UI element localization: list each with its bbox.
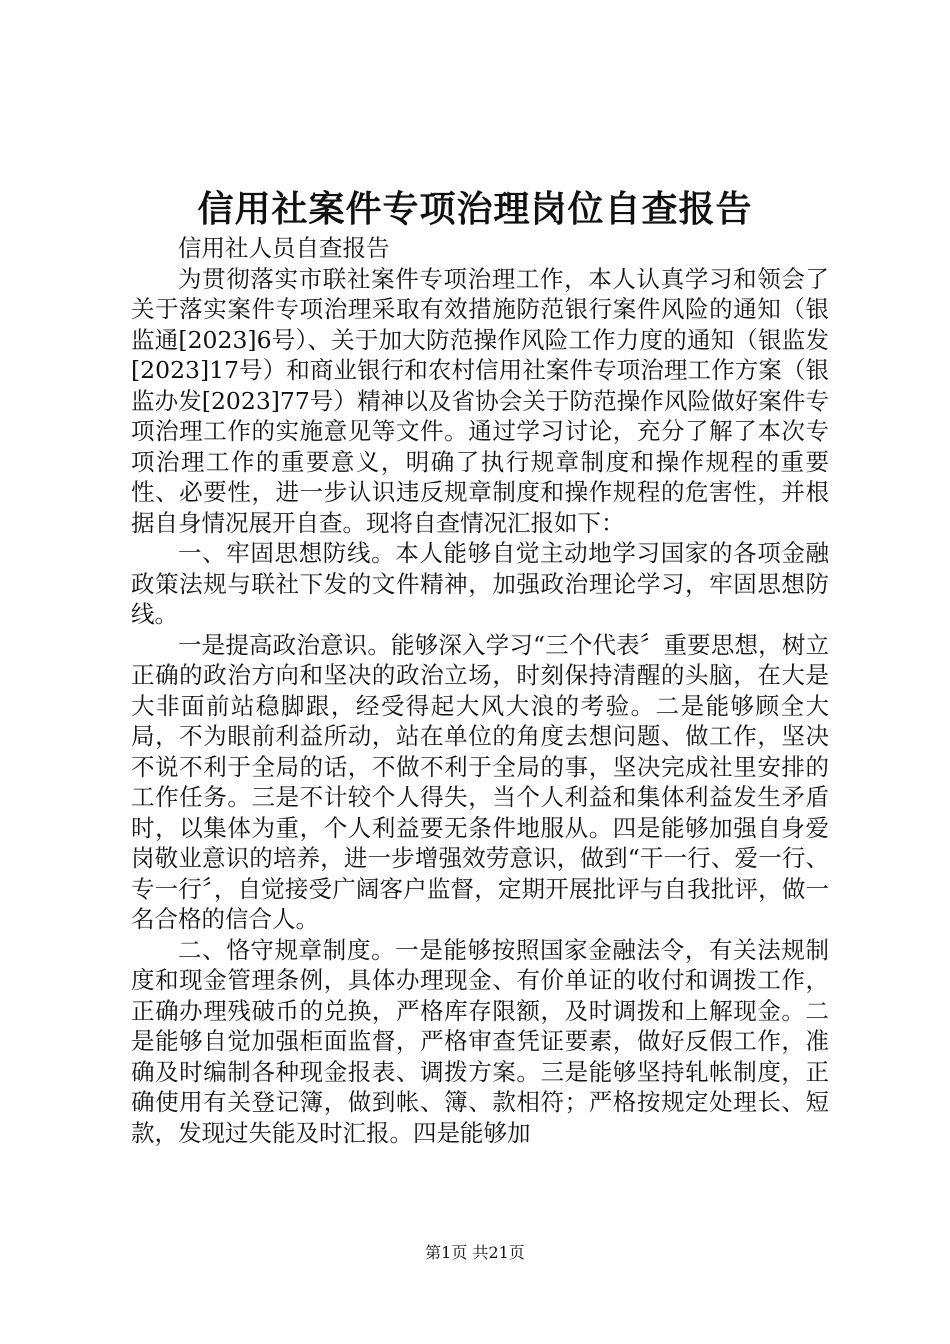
paragraph-section-2: 二、恪守规章制度。一是能够按照国家金融法令，有关法规制度和现金管理条例，具体办理现金、有价单证的收付和调拨工作，正确办理残破币的兑换，严格库存限额，及时调拨和上解现金。二是能够自觉加强柜面监督，严格审查凭证要素，做好反假工作，准确及时编制各种现金报表、调拨方案。三是能够坚持轧帐制度，正确使用有关登记簿，做到帐、簿、款相符；严格按规定处理长、短款，发现过失能及时汇报。四是能够加 [131,935,829,1147]
page-title: 信用社案件专项治理岗位自查报告 [197,189,753,230]
document-body [131,233,829,1148]
paragraph-section-1: 一、牢固思想防线。本人能够自觉主动地学习国家的各项金融政策法规与联社下发的文件精神，加强政治理论学习，牢固思想防线。 [131,539,829,628]
paragraph-intro: 为贯彻落实市联社案件专项治理工作，本人认真学习和领会了关于落实案件专项治理采取有效措施防范银行案件风险的通知（银监通[2023]6号）、关于加大防范操作风险工作力度的通知（银监发[2023]17号）和商业银行和农村信用社案件专项治理工作方案（银监办发[2023]77号）精神以及省协会关于防范操作风险做好案件专项治理工作的实施意见等文件。通过学习讨论，充分了解了本次专项治理工作的重要意义，明确了执行规章制度和操作规程的重要性、必要性，进一步认识违反规章制度和操作规程的危害性，并根据自身情况展开自查。现将自查情况汇报如下： [131,264,829,537]
page-footer: 第1页 共21页 [425,1243,525,1262]
paragraph-section-1-details: 一是提高政治意识。能够深入学习“三个代表〞重要思想，树立正确的政治方向和坚决的政治立场，时刻保持清醒的头脑，在大是大非面前站稳脚跟，经受得起大风大浪的考验。二是能够顾全大局，不为眼前利益所动，站在单位的角度去想问题、做工作，坚决不说不利于全局的话，不做不利于全局的事，坚决完成社里安排的工作任务。三是不计较个人得失，当个人利益和集体利益发生矛盾时，以集体为重，个人利益要无条件地服从。四是能够加强自身爱岗敬业意识的培养，进一步增强效劳意识，做到“干一行、爱一行、专一行〞，自觉接受广阔客户监督，定期开展批评与自我批评，做一名合格的信合人。 [131,630,829,933]
paragraph-subtitle: 信用社人员自查报告 [178,234,390,262]
